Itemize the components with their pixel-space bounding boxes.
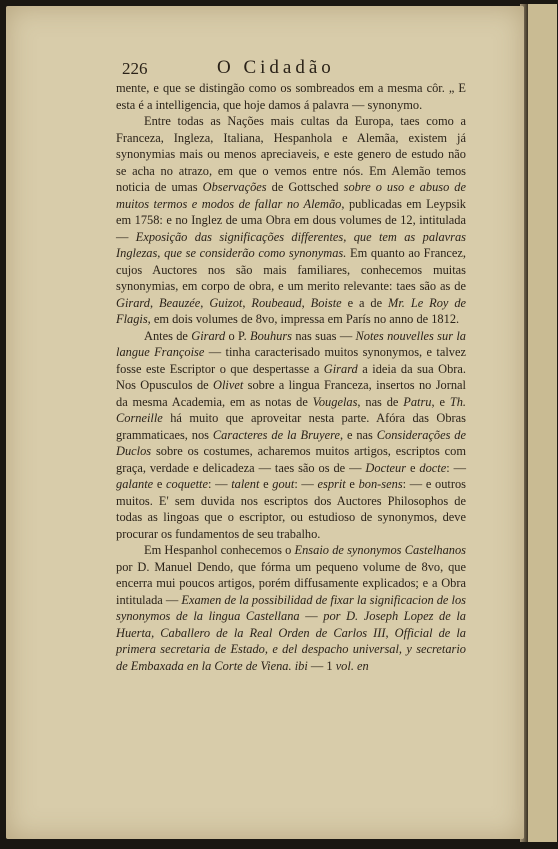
italic-text-run: sobre o uso e abuso de muitos termos e modos de fallar no Alemão: [116, 180, 466, 211]
text-run: , publicadas em Leypsik em 1758: e no Inglez de uma Obra em dous volumes de 12, intitulada —: [116, 196, 466, 244]
text-run: e: [259, 477, 273, 491]
text-run: Em quanto ao Francez, cujos Auctores nos são mais familiares, conhecemos muitas synonymias, em corpo de obra, e um merito relevante: taes são as de: [116, 246, 466, 293]
text-run: : —: [208, 477, 232, 491]
text-run: Antes de: [144, 328, 192, 343]
text-run: Entre todas as Nações mais cultas da Europa, taes como a Franceza, Ingleza, Italiana, Hespanhola e Alemãa, existem já synonymias mais ou menos apreciaveis, e este genero de estudo não se acha no atrazo, em que o vemos entre nós. Em Alemão temos noticia de umas: [116, 114, 466, 194]
text-run: e: [345, 477, 359, 491]
text-run: : —: [294, 477, 318, 491]
italic-text-run: Boiste: [310, 295, 342, 310]
italic-text-run: Girard: [116, 295, 150, 310]
text-run: ,: [149, 295, 159, 310]
text-run: ,: [301, 295, 311, 310]
italic-text-run: Docteur: [365, 460, 407, 475]
italic-text-run: gout: [272, 477, 295, 491]
text-run: sobre os costumes, acharemos muitos artigos, escriptos com graça, verdade e delicadeza — taes são os de —: [116, 444, 466, 475]
italic-text-run: Olivet: [213, 378, 244, 392]
italic-text-run: vol. en: [335, 658, 369, 673]
italic-text-run: Th. Corneille: [116, 394, 466, 425]
text-run: e: [406, 460, 420, 475]
italic-text-run: Beauzée: [159, 295, 201, 310]
italic-text-run: esprit: [317, 477, 346, 491]
page-header: [122, 57, 482, 81]
text-run: , e: [431, 394, 450, 409]
italic-text-run: talent: [231, 477, 260, 491]
text-run: mente, e que se distingão como os sombreados em a mesma côr. „ E esta é a intelligencia, que hoje damos á palavra — synonymo.: [116, 81, 466, 112]
text-run: há muito que aproveitar nesta parte. Afóra das Obras grammaticaes, nos: [116, 411, 466, 442]
paragraph: [116, 80, 466, 113]
italic-text-run: galante: [116, 477, 154, 491]
italic-text-run: Ensaio de synonymos Castelhanos: [294, 543, 466, 557]
text-run: , e nas: [339, 427, 377, 442]
text-run: — tinha caracterisado muitos synonymos, e talvez fosse este Escriptor o que despertasse a: [116, 345, 466, 376]
paragraph: [116, 328, 466, 543]
text-run: —: [299, 609, 324, 623]
text-run: , em dois volumes de 8vo, impressa em París no anno de 1812.: [147, 312, 460, 326]
text-run: ,: [242, 295, 252, 310]
italic-text-run: Guizot: [209, 295, 243, 310]
text-run: : — e outros muitos. E' sem duvida nos escriptos dos Auctores Philosophos de todas as lingoas que o escriptor, ou estudioso de synonymos, deve procurar os fundamentos de seu trabalho.: [116, 477, 466, 541]
italic-text-run: Bouhurs: [250, 328, 292, 343]
text-run: Em Hespanhol conhecemos o: [144, 543, 295, 557]
italic-text-run: Roubeaud: [251, 295, 302, 310]
text-run: sobre a lingua Franceza, insertos no Jornal da mesma Academia, em as notas de: [116, 378, 466, 409]
italic-text-run: docte: [419, 460, 447, 475]
running-title: O Cidadão: [217, 57, 335, 78]
italic-text-run: coquette: [166, 477, 209, 491]
italic-text-run: Considerações de Duclos: [116, 427, 466, 458]
facing-page-edge: [526, 4, 557, 842]
italic-text-run: Exposição das significações differentes, que tem as palavras Inglezas, que se considerão como synonymas.: [116, 229, 466, 260]
text-run: : —: [446, 460, 466, 475]
italic-text-run: Girard: [191, 328, 226, 343]
text-run: o P.: [225, 328, 250, 343]
italic-text-run: Vougelas: [312, 394, 358, 409]
page-number: 226: [122, 59, 148, 78]
italic-text-run: Mr. Le Roy de Flagis: [116, 295, 467, 326]
text-run: a ideia da sua Obra. Nos Opusculos de: [116, 361, 466, 392]
text-run: ,: [200, 295, 210, 310]
italic-text-run: bon-sens: [358, 477, 403, 491]
text-run: e: [153, 477, 167, 491]
text-run: nas suas —: [292, 328, 356, 343]
text-run: , nas de: [357, 394, 404, 409]
italic-text-run: Notes nouvelles sur la langue Françoise: [116, 328, 466, 359]
paragraph: [116, 542, 466, 674]
italic-text-run: Observações: [202, 180, 267, 194]
italic-text-run: Examen de la possibilidad de fixar la significacion de los synonymos de la lingua Castellana: [116, 592, 466, 623]
italic-text-run: por D. Joseph Lopez de la Huerta, Caballero de la Real Orden de Carlos III, Official de la primera secretaria de Estado, e del despacho universal, y secretario de Embaxada en la Corte de Viena. ibi: [116, 609, 466, 673]
italic-text-run: Patru: [403, 394, 432, 409]
italic-text-run: Girard: [323, 361, 358, 376]
paragraph: [116, 113, 466, 328]
text-run: de Gottsched: [266, 180, 344, 194]
text-run: — 1: [307, 658, 336, 673]
text-run: e a de: [341, 295, 389, 310]
text-run: por D. Manuel Dendo, que fórma um pequeno volume de 8vo, que encerra mui poucos artigos, porém diffusamente explicados; e a Obra intitulada —: [116, 559, 466, 607]
italic-text-run: Caracteres de la Bruyere: [212, 427, 340, 442]
page-body-text: [116, 80, 466, 674]
